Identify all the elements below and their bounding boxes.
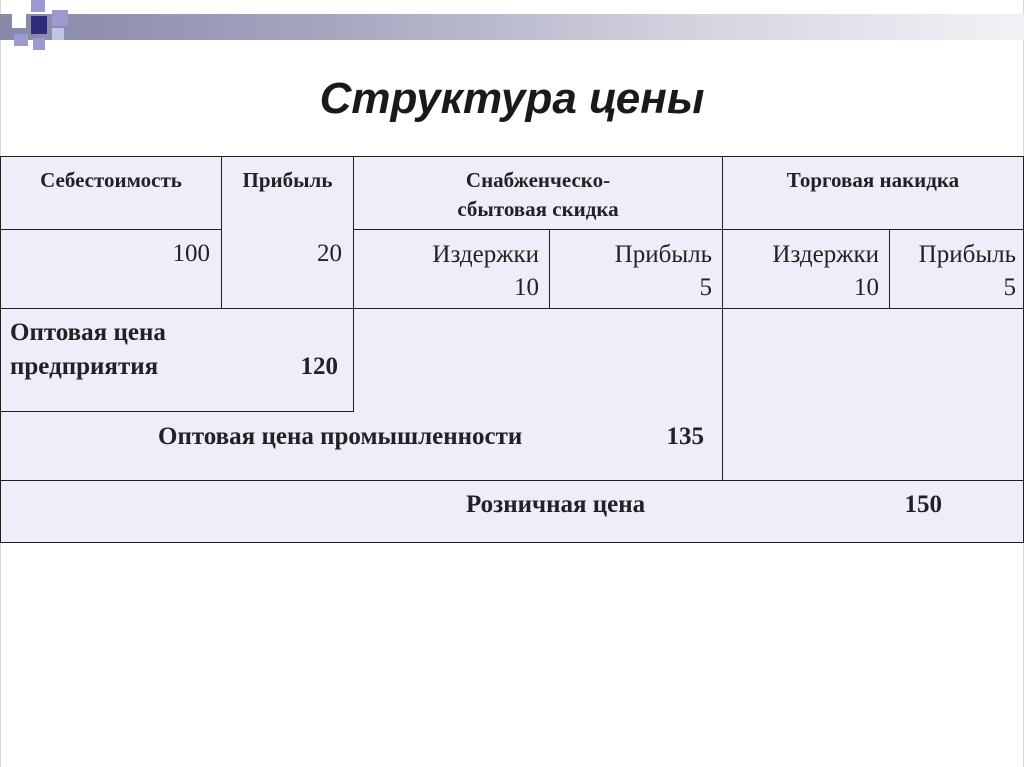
retail-price-label: Розничная цена bbox=[466, 491, 646, 518]
enterprise-price-label bbox=[10, 316, 270, 384]
header-trade-markup: Торговая накидка bbox=[786, 168, 960, 192]
trade-profit-value: 5 bbox=[1003, 274, 1016, 301]
trade-blank-cell bbox=[722, 308, 1024, 481]
header-cost: Себестоимость bbox=[40, 168, 182, 192]
enterprise-price-value: 120 bbox=[300, 353, 338, 380]
supply-profit-value: 5 bbox=[699, 274, 712, 301]
slide-title: Структура цены bbox=[319, 74, 705, 123]
industry-price-label: Оптовая цена промышленности bbox=[158, 423, 523, 450]
trade-profit-label: Прибыль bbox=[918, 241, 1016, 268]
header-supply-discount: Снабженческо-сбытовая скидка bbox=[457, 168, 619, 221]
header-profit: Прибыль bbox=[242, 168, 333, 192]
trade-costs-label: Издержки bbox=[772, 241, 879, 268]
industry-price-value: 135 bbox=[666, 423, 704, 450]
supply-costs-value: 10 bbox=[514, 274, 539, 301]
supply-profit-label: Прибыль bbox=[614, 241, 712, 268]
retail-price-value: 150 bbox=[904, 491, 942, 518]
supply-costs-label: Издержки bbox=[432, 241, 539, 268]
trade-costs-value: 10 bbox=[854, 274, 879, 301]
enterprise-price-label-text: Оптовая цена предприятия bbox=[10, 319, 166, 380]
profit-value: 20 bbox=[317, 240, 342, 267]
top-decor-bar bbox=[0, 14, 1024, 40]
cost-value: 100 bbox=[172, 240, 210, 267]
